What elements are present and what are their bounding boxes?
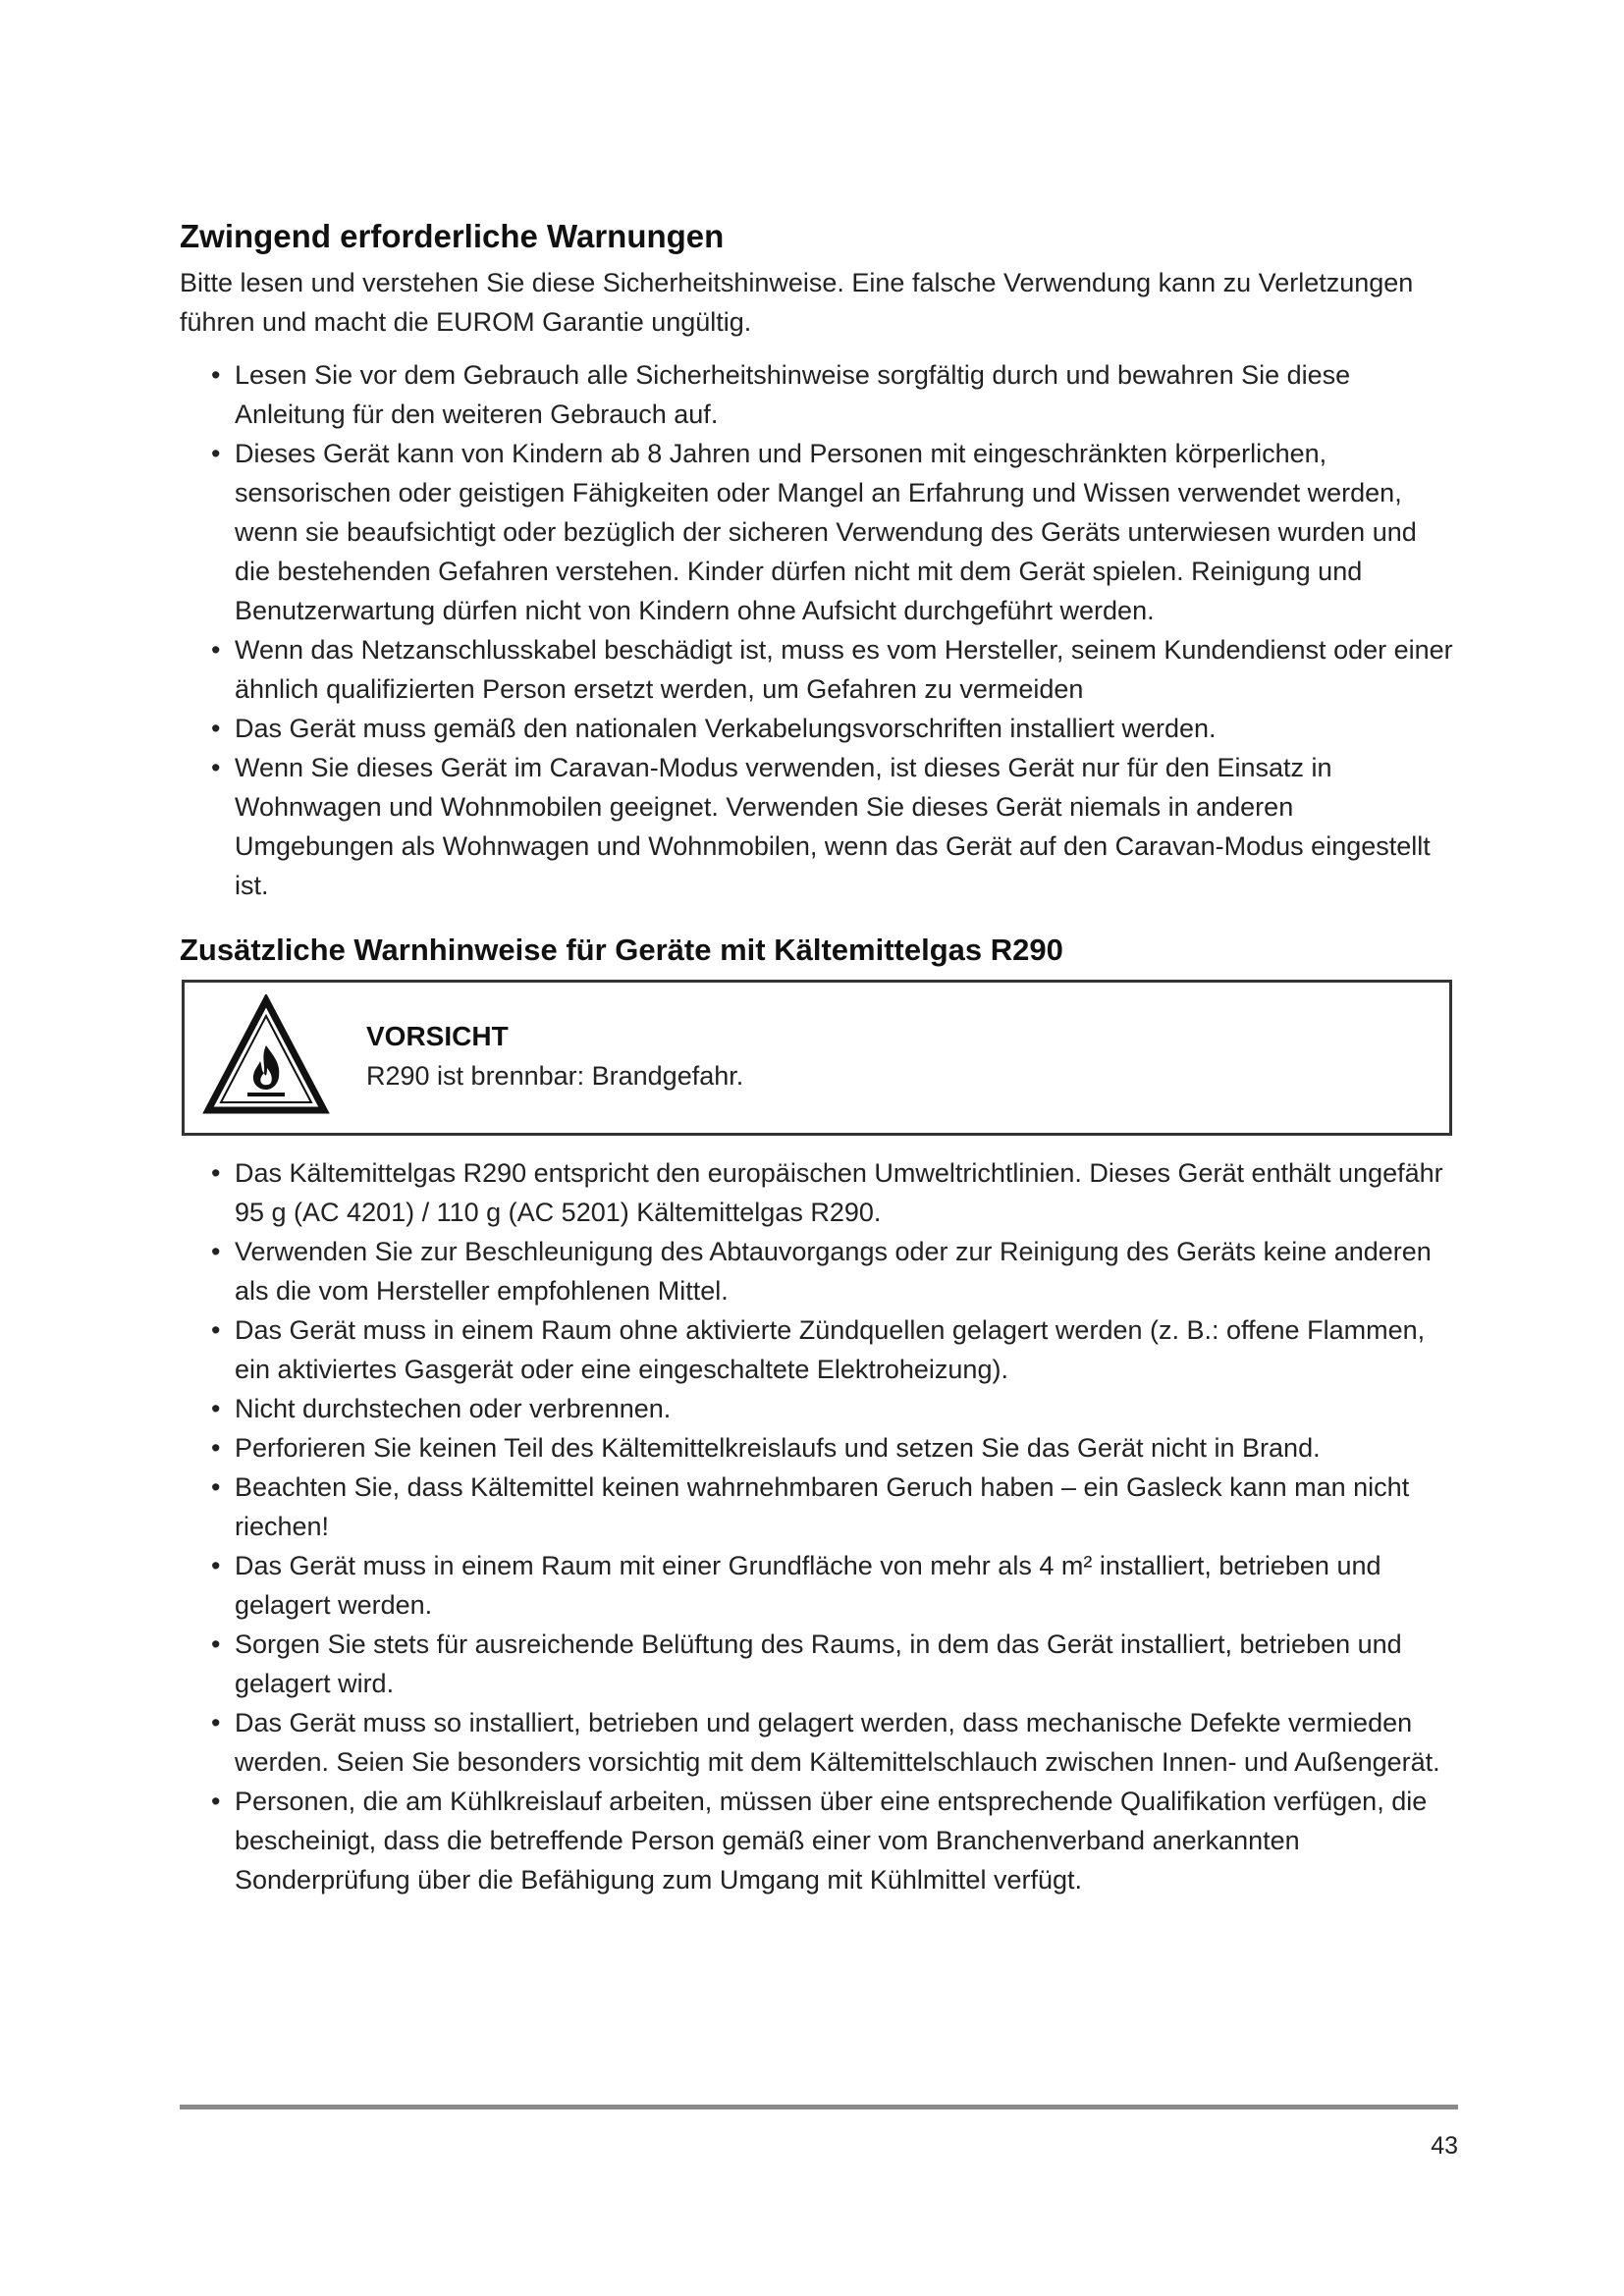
intro-paragraph: Bitte lesen und verstehen Sie diese Sicherheitshinweise. Eine falsche Verwendung kann zu Verletzungen führen und macht die EUROM Garantie ungültig. [180, 268, 1414, 337]
bullet-icon: • [211, 360, 221, 390]
bullet-icon: • [211, 1629, 221, 1659]
bullet-icon: • [211, 1158, 221, 1188]
list-item: • Lesen Sie vor dem Gebrauch alle Sicherheitshinweise sorgfältig durch und bewahren Sie diese Anleitung für den weiteren Gebrauch auf. [211, 355, 1456, 434]
mandatory-warnings-list [180, 355, 1456, 905]
caution-body: R290 ist brennbar: Brandgefahr. [366, 1061, 744, 1091]
list-item: • Wenn Sie dieses Gerät im Caravan-Modus verwenden, ist dieses Gerät nur für den Einsatz in Wohnwagen und Wohnmobilen geeignet. Verwenden Sie dieses Gerät niemals in anderen Umgebungen als Wohnwagen und Wohnmobilen, wenn das Gerät auf den Caravan-Modus eingestellt ist. [211, 748, 1456, 905]
bullet-icon: • [211, 714, 221, 743]
r290-warnings-list [180, 1153, 1456, 1899]
bullet-icon: • [211, 1708, 221, 1737]
bullet-icon: • [211, 1787, 221, 1816]
list-item: • Das Gerät muss in einem Raum ohne aktivierte Zündquellen gelagert werden (z. B.: offene Flammen, ein aktiviertes Gasgerät oder eine eingeschaltete Elektroheizung). [211, 1310, 1456, 1389]
list-item: • Das Kältemittelgas R290 entspricht den europäischen Umweltrichtlinien. Dieses Gerät enthält ungefähr 95 g (AC 4201) / 110 g (AC 5201) Kältemittelgas R290. [211, 1153, 1456, 1232]
list-item: • Wenn das Netzanschlusskabel beschädigt ist, muss es vom Hersteller, seinem Kundendienst oder einer ähnlich qualifizierten Person ersetzt werden, um Gefahren zu vermeiden [211, 630, 1456, 709]
list-item: • Verwenden Sie zur Beschleunigung des Abtauvorgangs oder zur Reinigung des Geräts keine anderen als die vom Hersteller empfohlenen Mittel. [211, 1232, 1456, 1310]
list-item: • Beachten Sie, dass Kältemittel keinen wahrnehmbaren Geruch haben – ein Gasleck kann man nicht riechen! [211, 1468, 1456, 1546]
list-item: • Nicht durchstechen oder verbrennen. [211, 1389, 1456, 1428]
list-item: • Das Gerät muss so installiert, betrieben und gelagert werden, dass mechanische Defekte vermieden werden. Seien Sie besonders vorsichtig mit dem Kältemittelschlauch zwischen Innen- und Außengerät. [211, 1703, 1456, 1782]
bullet-icon: • [211, 635, 221, 665]
section-title-mandatory-warnings: Zwingend erforderliche Warnungen [180, 218, 725, 254]
bullet-icon: • [211, 1433, 221, 1463]
bullet-icon: • [211, 1472, 221, 1502]
bullet-icon: • [211, 1315, 221, 1345]
list-item: • Dieses Gerät kann von Kindern ab 8 Jahren und Personen mit eingeschränkten körperlichen, sensorischen oder geistigen Fähigkeiten oder Mangel an Erfahrung und Wissen verwendet werden, wenn sie beaufsichtigt oder bezüglich der sicheren Verwendung des Geräts unterwiesen wurden und die bestehenden Gefahren verstehen. Kinder dürfen nicht mit dem Gerät spielen. Reinigung und Benutzerwartung dürfen nicht von Kindern ohne Aufsicht durchgeführt werden. [211, 434, 1456, 630]
bullet-icon: • [211, 753, 221, 782]
bullet-icon: • [211, 1551, 221, 1580]
list-item: • Personen, die am Kühlkreislauf arbeiten, müssen über eine entsprechende Qualifikation verfügen, die bescheinigt, dass die betreffende Person gemäß einer vom Branchenverband anerkannten Sonderprüfung über die Befähigung zum Umgang mit Kühlmittel verfügt. [211, 1782, 1456, 1899]
section-title-r290-warnings: Zusätzliche Warnhinweise für Geräte mit Kältemittelgas R290 [180, 933, 1063, 967]
list-item: • Perforieren Sie keinen Teil des Kältemittelkreislaufs und setzen Sie das Gerät nicht in Brand. [211, 1428, 1456, 1468]
flammable-warning-icon [202, 994, 330, 1122]
page-content [180, 214, 1456, 1899]
bullet-icon: • [211, 439, 221, 468]
list-item: • Das Gerät muss gemäß den nationalen Verkabelungsvorschriften installiert werden. [211, 709, 1456, 748]
page-number: 43 [1431, 2132, 1458, 2160]
caution-text [366, 1017, 743, 1095]
list-item: • Sorgen Sie stets für ausreichende Belüftung des Raums, in dem das Gerät installiert, betrieben und gelagert wird. [211, 1625, 1456, 1703]
footer-divider [180, 2105, 1458, 2109]
list-item: • Das Gerät muss in einem Raum mit einer Grundfläche von mehr als 4 m² installiert, betrieben und gelagert werden. [211, 1546, 1456, 1625]
caution-box [182, 980, 1452, 1136]
bullet-icon: • [211, 1237, 221, 1266]
caution-title: VORSICHT [366, 1021, 509, 1051]
bullet-icon: • [211, 1394, 221, 1423]
